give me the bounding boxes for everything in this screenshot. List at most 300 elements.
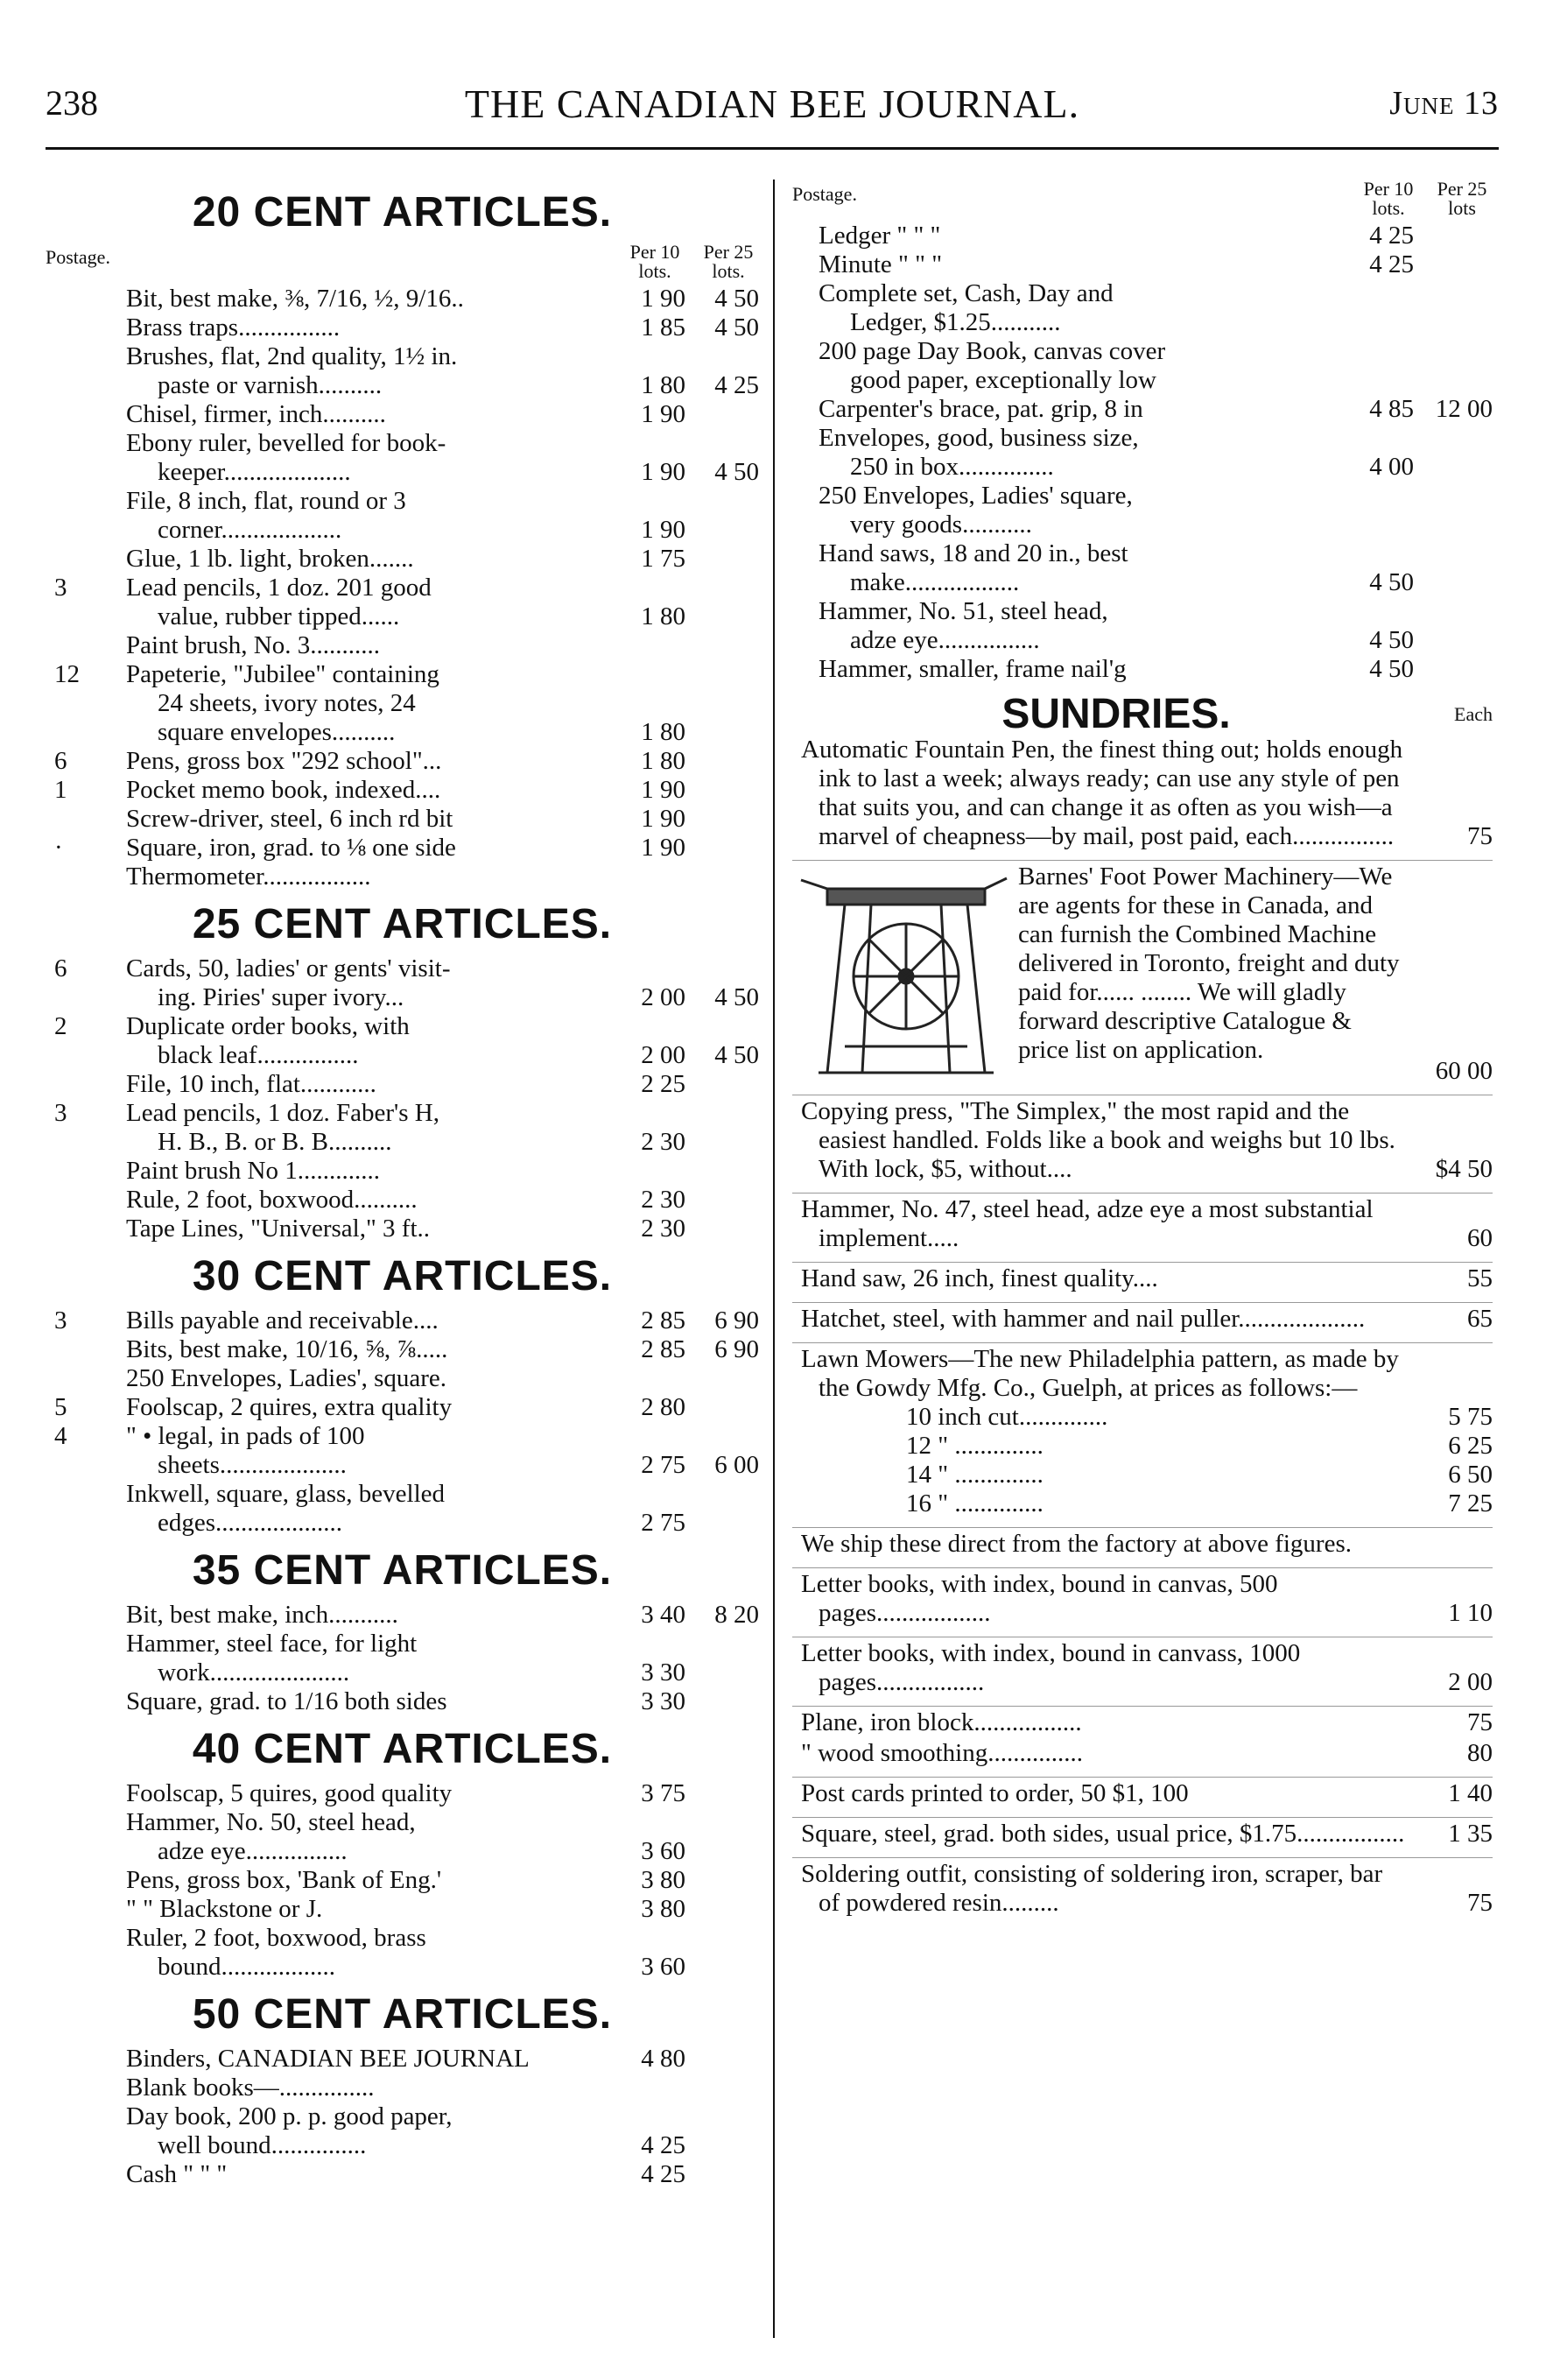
item-description (126, 1808, 621, 1866)
price-per-10: 4 25 (641, 2131, 685, 2159)
price-per-10: 3 75 (641, 1779, 685, 1807)
description-line: Chisel, firmer, inch.......... (126, 400, 386, 428)
price-row (46, 400, 759, 429)
item-description (126, 1070, 621, 1099)
price-per-10: 3 60 (641, 1837, 685, 1865)
price-row (46, 1215, 759, 1243)
item-description (126, 1895, 621, 1924)
price-per-25: 4 50 (714, 313, 759, 342)
sundry-price: 80 (1467, 1739, 1493, 1767)
description-line: Duplicate order books, with (126, 1012, 410, 1040)
item-description (126, 776, 621, 805)
sundry-price: 1 35 (1448, 1820, 1493, 1848)
description-line: Binders, CANADIAN BEE JOURNAL (126, 2045, 530, 2073)
description-line: 250 Envelopes, Ladies' square, (819, 482, 1133, 510)
per-25-label: Per 25 lots (1437, 178, 1487, 219)
postage-qty: 4 (54, 1422, 67, 1450)
description-line: Bit, best make, inch........... (126, 1601, 398, 1629)
mower-price-row (792, 1403, 1493, 1432)
description-line: Pens, gross box "292 school"... (126, 747, 442, 775)
sundry-item (792, 1706, 1493, 1737)
mower-price: 7 25 (1448, 1489, 1493, 1517)
price-row (46, 1779, 759, 1808)
price-row (46, 285, 759, 313)
price-per-25: 4 50 (714, 983, 759, 1011)
price-row (46, 954, 759, 1012)
item-description (126, 631, 621, 660)
item-description (126, 545, 621, 574)
price-per-10: 4 50 (1369, 626, 1414, 654)
item-description (126, 429, 621, 487)
price-per-25: 6 90 (714, 1306, 759, 1334)
sundry-description: Plane, iron block................. (801, 1708, 1082, 1736)
sundry-price: 1 40 (1448, 1779, 1493, 1807)
right-price-list (792, 222, 1493, 684)
right-price-header (792, 180, 1493, 218)
description-line: 200 page Day Book, canvas cover (819, 337, 1166, 365)
sundry-item (792, 1527, 1493, 1559)
price-column-labels (624, 243, 759, 281)
price-row (792, 395, 1493, 424)
sundry-price: 60 (1467, 1224, 1493, 1252)
price-row (46, 1070, 759, 1099)
description-line: Thermometer................. (126, 863, 371, 891)
description-line: Inkwell, square, glass, bevelled (126, 1480, 446, 1508)
description-line: Ebony ruler, bevelled for book- (126, 429, 446, 457)
price-row (792, 482, 1493, 539)
price-per-10: 2 30 (641, 1128, 685, 1156)
item-description (126, 1393, 621, 1422)
sundry-item (792, 1262, 1493, 1293)
price-row (46, 1687, 759, 1716)
sundry-item (792, 1095, 1493, 1184)
section-title: 20 CENT ARTICLES. (192, 189, 613, 236)
sundry-price: 65 (1467, 1305, 1493, 1333)
item-description (126, 487, 621, 545)
description-line: File, 10 inch, flat............ (126, 1070, 376, 1098)
description-line: Lead pencils, 1 doz. Faber's H, (126, 1099, 439, 1127)
postage-qty: 3 (54, 1099, 67, 1127)
price-row (792, 250, 1493, 279)
price-per-10: 4 80 (641, 2045, 685, 2073)
sundry-price: 60 00 (1435, 1057, 1493, 1085)
price-per-10: 1 80 (641, 718, 685, 746)
price-per-10: 4 25 (641, 2160, 685, 2188)
item-description (126, 1630, 621, 1687)
price-row (792, 539, 1493, 597)
description-line: Complete set, Cash, Day and (819, 279, 1114, 307)
price-row (46, 1335, 759, 1364)
description-line: Lead pencils, 1 doz. 201 good (126, 574, 432, 602)
item-description (792, 395, 1353, 424)
description-line: Bills payable and receivable.... (126, 1306, 439, 1334)
price-row (46, 2045, 759, 2074)
mower-price-row (792, 1432, 1493, 1461)
price-per-10: 3 80 (641, 1866, 685, 1894)
postage-qty: 3 (54, 574, 67, 602)
price-per-10: 2 85 (641, 1335, 685, 1363)
item-description (126, 1335, 621, 1364)
sundry-description: Hand saw, 26 inch, finest quality.... (801, 1264, 1158, 1292)
item-description (126, 285, 621, 313)
item-description (126, 313, 621, 342)
sundry-description: Lawn Mowers—The new Philadelphia pattern, as made by the Gowdy Mfg. Co., Guelph, at prices as follows:— (801, 1345, 1399, 1402)
item-description (126, 1866, 621, 1895)
price-row (46, 487, 759, 545)
description-line: Cards, 50, ladies' or gents' visit- (126, 954, 451, 982)
sundry-description: Letter books, with index, bound in canvass, 1000 pages................. (801, 1639, 1301, 1696)
price-row (792, 222, 1493, 250)
sundry-item (792, 1857, 1493, 1918)
price-row (46, 776, 759, 805)
price-per-10: 2 75 (641, 1509, 685, 1537)
price-row (792, 279, 1493, 337)
sundry-description: Barnes' Foot Power Machinery—We are agents for these in Canada, and can furnish the Combined Machine delivered in Toronto, freight and duty paid for...... ........ We will gladly forward descriptive Catalogue & price list on application. (1018, 863, 1400, 1064)
item-description (126, 400, 621, 429)
price-row (46, 631, 759, 660)
description-line: 250 Envelopes, Ladies', square. (126, 1364, 447, 1392)
description-line: Hammer, smaller, frame nail'g (819, 655, 1127, 683)
sundry-price: 55 (1467, 1264, 1493, 1292)
price-row (46, 1480, 759, 1538)
item-description (126, 574, 621, 631)
price-per-10: 2 00 (641, 1041, 685, 1069)
sundry-item (792, 1193, 1493, 1253)
price-per-10: 1 80 (641, 747, 685, 775)
page-header (46, 77, 1499, 130)
postage-qty: 3 (54, 1306, 67, 1334)
description-line: adze eye................ (850, 626, 1040, 654)
price-row (792, 597, 1493, 655)
price-per-10: 3 40 (641, 1601, 685, 1629)
price-row (792, 337, 1493, 395)
sundry-description: " wood smoothing............... (801, 1739, 1083, 1767)
sundry-description: Hatchet, steel, with hammer and nail puller.................... (801, 1305, 1366, 1333)
price-per-10: 4 25 (1369, 250, 1414, 278)
mower-price-row (792, 1489, 1493, 1518)
postage-qty: 5 (54, 1393, 67, 1421)
item-description (126, 1480, 621, 1538)
price-row (46, 1157, 759, 1186)
postage-qty: 6 (54, 747, 67, 775)
mower-size: 16 " .............. (906, 1489, 1044, 1517)
price-row (46, 2160, 759, 2189)
item-description (792, 482, 1353, 539)
description-line: Envelopes, good, business size, (819, 424, 1139, 452)
price-per-10: 1 90 (641, 285, 685, 313)
description-line: Paint brush, No. 3........... (126, 631, 380, 659)
sundries-heading (792, 691, 1493, 737)
price-row (46, 1924, 759, 1982)
price-per-10: 2 30 (641, 1186, 685, 1214)
section-title: 40 CENT ARTICLES. (192, 1726, 613, 1772)
price-row (46, 545, 759, 574)
price-per-10: 1 90 (641, 776, 685, 804)
description-line: Blank books—............... (126, 2074, 375, 2102)
sundry-price: 75 (1467, 822, 1493, 850)
price-per-10: 3 30 (641, 1658, 685, 1686)
price-per-10: 1 90 (641, 834, 685, 862)
price-row (46, 1422, 759, 1480)
description-line: Papeterie, "Jubilee" containing (126, 660, 439, 688)
mower-size: 10 inch cut.............. (906, 1403, 1108, 1431)
description-line: paste or varnish.......... (158, 371, 383, 399)
description-line: Paint brush No 1............. (126, 1157, 380, 1185)
per-25-label: Per 25 lots. (703, 241, 754, 282)
description-line: sheets.................... (158, 1451, 347, 1479)
sundry-item (792, 734, 1493, 851)
description-line: File, 8 inch, flat, round or 3 (126, 487, 406, 515)
description-line: bound.................. (158, 1953, 335, 1981)
item-description (792, 279, 1353, 337)
description-line: work...................... (158, 1658, 350, 1686)
sundries-title: SUNDRIES. (1001, 691, 1231, 737)
item-description (126, 1012, 621, 1070)
item-description (126, 1306, 621, 1335)
price-per-10: 1 75 (641, 545, 685, 573)
mower-price: 5 75 (1448, 1403, 1493, 1431)
per-10-label: Per 10 lots. (629, 241, 680, 282)
mower-size: 14 " .............. (906, 1461, 1044, 1489)
header-rule (46, 147, 1499, 150)
description-line: Carpenter's brace, pat. grip, 8 in (819, 395, 1143, 423)
price-row (46, 1012, 759, 1070)
price-row (46, 1306, 759, 1335)
description-line: value, rubber tipped...... (158, 602, 400, 630)
per-10-label: Per 10 lots. (1363, 178, 1414, 219)
item-description (126, 2102, 621, 2160)
item-description (792, 250, 1353, 279)
description-line: corner................... (158, 516, 342, 544)
item-description (792, 424, 1353, 482)
item-description (126, 1099, 621, 1157)
mower-price: 6 25 (1448, 1432, 1493, 1460)
postage-qty: 1 (54, 776, 67, 804)
item-description (792, 597, 1353, 655)
price-per-10: 4 25 (1369, 222, 1414, 250)
price-row (46, 313, 759, 342)
description-line: Ledger " " " (819, 222, 941, 250)
price-row (46, 1601, 759, 1630)
description-line: adze eye................ (158, 1837, 348, 1865)
item-description (126, 1601, 621, 1630)
description-line: well bound............... (158, 2131, 367, 2159)
description-line: Foolscap, 2 quires, extra quality (126, 1393, 453, 1421)
each-label: Each (1454, 703, 1493, 725)
item-description (126, 1687, 621, 1716)
item-description (792, 337, 1353, 395)
item-description (126, 1364, 621, 1393)
sundry-description: Automatic Fountain Pen, the finest thing out; holds enough ink to last a week; always ready; can use any style of pen that suits you, and can change it as often as you wish—a marvel of cheapness—by mail, post paid, each................ (801, 736, 1403, 850)
item-description (792, 222, 1353, 250)
description-line: Brushes, flat, 2nd quality, 1½ in. (126, 342, 458, 370)
price-row (46, 834, 759, 863)
sundry-description: Post cards printed to order, 50 $1, 100 (801, 1779, 1189, 1807)
description-line: Day book, 200 p. p. good paper, (126, 2102, 453, 2130)
price-row (46, 747, 759, 776)
section-title: 25 CENT ARTICLES. (192, 901, 613, 947)
mower-price-row (792, 1461, 1493, 1489)
description-line: ing. Piries' super ivory... (158, 983, 404, 1011)
right-column (792, 180, 1493, 1918)
item-description (792, 655, 1353, 684)
description-line: Hammer, No. 50, steel head, (126, 1808, 416, 1836)
sundry-description: We ship these direct from the factory at above figures. (801, 1530, 1352, 1558)
sundry-item (792, 860, 1493, 1086)
description-line: Minute " " " (819, 250, 943, 278)
description-line: make.................. (850, 568, 1020, 596)
price-row (46, 1393, 759, 1422)
price-header (46, 243, 759, 281)
sundry-item (792, 1777, 1493, 1808)
sundry-item (792, 1737, 1493, 1768)
mower-price: 6 50 (1448, 1461, 1493, 1489)
price-row (46, 1186, 759, 1215)
price-row (792, 424, 1493, 482)
sundry-item (792, 1567, 1493, 1628)
issue-date: June 13 (1389, 85, 1499, 122)
price-per-10: 3 80 (641, 1895, 685, 1923)
price-row (46, 574, 759, 631)
item-description (126, 1186, 621, 1215)
sundry-item (792, 1637, 1493, 1697)
description-line: Square, iron, grad. to ⅛ one side (126, 834, 456, 862)
sundry-item (792, 1302, 1493, 1334)
sundry-description: Square, steel, grad. both sides, usual price, $1.75................. (801, 1820, 1405, 1848)
item-description (126, 2074, 621, 2102)
sundry-item (792, 1342, 1493, 1403)
description-line: Ledger, $1.25........... (850, 308, 1061, 336)
description-line: Foolscap, 5 quires, good quality (126, 1779, 453, 1807)
price-row (46, 1099, 759, 1157)
price-per-10: 1 85 (641, 313, 685, 342)
item-description (126, 660, 621, 747)
price-per-10: 4 50 (1369, 655, 1414, 683)
item-description (126, 1215, 621, 1243)
price-row (792, 655, 1493, 684)
price-row (46, 2102, 759, 2160)
sundry-description: Copying press, "The Simplex," the most rapid and the easiest handled. Folds like a book and weighs but 10 lbs. With lock, $5, without.... (801, 1097, 1395, 1183)
price-per-10: 3 30 (641, 1687, 685, 1715)
price-per-10: 2 00 (641, 983, 685, 1011)
description-line: Ruler, 2 foot, boxwood, brass (126, 1924, 426, 1952)
sundry-description: Letter books, with index, bound in canvas, 500 pages.................. (801, 1570, 1278, 1627)
description-line: Hammer, No. 51, steel head, (819, 597, 1108, 625)
price-per-10: 4 00 (1369, 453, 1414, 481)
price-row (46, 1630, 759, 1687)
price-row (46, 660, 759, 747)
description-line: " • legal, in pads of 100 (126, 1422, 365, 1450)
sundry-description: Soldering outfit, consisting of soldering iron, scraper, bar of powdered resin......... (801, 1860, 1383, 1917)
description-line: Tape Lines, "Universal," 3 ft.. (126, 1215, 430, 1243)
price-per-10: 2 80 (641, 1393, 685, 1421)
mower-size: 12 " .............. (906, 1432, 1044, 1460)
postage-qty: 6 (54, 954, 67, 982)
price-row (46, 1364, 759, 1393)
sundry-price: 75 (1467, 1708, 1493, 1736)
description-line: Hammer, steel face, for light (126, 1630, 418, 1658)
description-line: square envelopes.......... (158, 718, 396, 746)
page-number: 238 (46, 83, 98, 123)
price-per-25: 4 50 (714, 285, 759, 313)
description-line: H. B., B. or B. B.......... (158, 1128, 392, 1156)
item-description (126, 747, 621, 776)
description-line: black leaf................ (158, 1041, 359, 1069)
sundry-price: $4 50 (1435, 1155, 1493, 1183)
price-per-10: 2 30 (641, 1215, 685, 1243)
section-title: 30 CENT ARTICLES. (192, 1253, 613, 1299)
price-per-25: 12 00 (1435, 395, 1493, 423)
price-per-25: 4 50 (714, 1041, 759, 1069)
price-per-10: 2 85 (641, 1306, 685, 1334)
postage-qty: 12 (54, 660, 80, 688)
description-line: Pens, gross box, 'Bank of Eng.' (126, 1866, 442, 1894)
price-per-10: 4 50 (1369, 568, 1414, 596)
item-description (126, 1157, 621, 1186)
machine-block (792, 863, 1405, 1086)
description-line: " " Blackstone or J. (126, 1895, 323, 1923)
price-row (46, 1866, 759, 1895)
description-line: Screw-driver, steel, 6 inch rd bit (126, 805, 453, 833)
item-description (126, 863, 621, 891)
sundry-item (792, 1817, 1493, 1848)
description-line: edges.................... (158, 1509, 343, 1537)
description-line: keeper.................... (158, 458, 351, 486)
price-per-25: 4 50 (714, 458, 759, 486)
price-per-10: 1 80 (641, 602, 685, 630)
price-per-25: 6 00 (714, 1451, 759, 1479)
item-description (792, 539, 1353, 597)
item-description (126, 834, 621, 863)
postage-qty: 2 (54, 1012, 67, 1040)
section-title: 35 CENT ARTICLES. (192, 1547, 613, 1594)
description-line: 24 sheets, ivory notes, 24 (158, 689, 416, 717)
sundry-price: 1 10 (1448, 1599, 1493, 1627)
price-row (46, 429, 759, 487)
description-line: Bits, best make, 10/16, ⅝, ⅞..... (126, 1335, 448, 1363)
item-description (126, 1924, 621, 1982)
journal-title: THE CANADIAN BEE JOURNAL. (464, 81, 1080, 126)
left-column (46, 180, 759, 2189)
sundries-list (792, 734, 1493, 1918)
price-per-10: 1 80 (641, 371, 685, 399)
description-line: Brass traps................ (126, 313, 341, 342)
item-description (126, 2160, 621, 2189)
description-line: very goods........... (850, 511, 1032, 539)
price-per-10: 1 90 (641, 458, 685, 486)
description-line: Pocket memo book, indexed.... (126, 776, 441, 804)
price-per-10: 2 25 (641, 1070, 685, 1098)
item-description (126, 2045, 621, 2074)
item-description (126, 1779, 621, 1808)
postage-qty: · (54, 834, 63, 862)
description-line: good paper, exceptionally low (850, 366, 1156, 394)
item-description (126, 805, 621, 834)
price-per-10: 3 60 (641, 1953, 685, 1981)
description-line: Hand saws, 18 and 20 in., best (819, 539, 1128, 567)
price-row (46, 1895, 759, 1924)
item-description (126, 954, 621, 1012)
price-per-25: 4 25 (714, 371, 759, 399)
description-line: Bit, best make, ⅜, 7/16, ½, 9/16.. (126, 285, 464, 313)
postage-label: Postage. (792, 183, 857, 205)
price-per-10: 2 75 (641, 1451, 685, 1479)
column-divider (773, 180, 775, 2338)
description-line: Rule, 2 foot, boxwood.......... (126, 1186, 418, 1214)
foot-power-machine-illustration (792, 863, 1011, 1086)
postage-label: Postage. (46, 246, 110, 268)
sundry-description: Hammer, No. 47, steel head, adze eye a most substantial implement..... (801, 1195, 1374, 1252)
